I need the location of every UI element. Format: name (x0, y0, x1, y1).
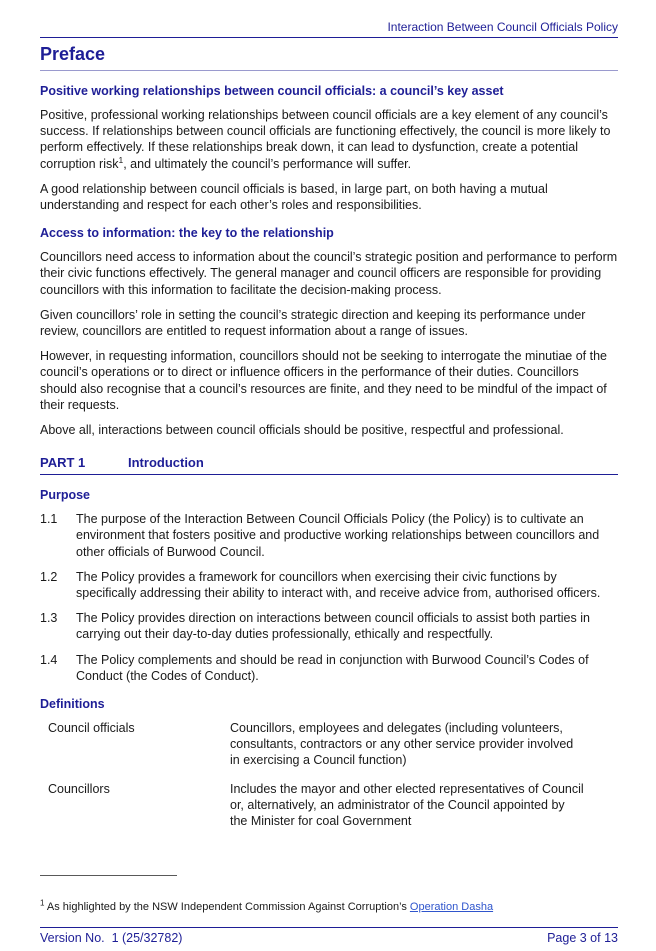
page-title: Preface (40, 42, 618, 71)
paragraph: Councillors need access to information about the council’s strategic position and performance to perform their civic functions effectively. The general manager and council officers are responsible for providing councillors with this information to facilitate the decision-making process. (40, 250, 618, 297)
definition-text: Councillors, employees and delegates (including volunteers, consultants, contractors or any other service provider involved in exercising a Council function) (230, 721, 574, 768)
paragraph: However, in requesting information, councillors should not be seeking to interrogate the minutiae of the council’s operations or to direct or influence officers in the performance of their duties. Councillors should also recognise that a council’s resources are finite, and they need to be mindful of the impact of their requests. (40, 349, 607, 412)
definition-term: Council officials (48, 721, 135, 736)
operation-dasha-link[interactable]: Operation Dasha (409, 901, 494, 913)
running-header (40, 20, 618, 38)
definitions-heading: Definitions (40, 697, 105, 712)
part1-title: Introduction (128, 455, 204, 471)
clause-text: The Policy provides direction on interactions between council officials to assist both parties in carrying out their day-to-day duties professionally, ethically and respectfully. (76, 611, 590, 642)
clause-number: 1.2 (40, 569, 58, 584)
clause-1-4 (40, 652, 618, 684)
purpose-heading: Purpose (40, 488, 91, 503)
section-heading-positive-relationships: Positive working relationships between council officials: a council’s key asset (40, 84, 504, 98)
paragraph: Above all, interactions between council officials should be positive, respectful and professional. (40, 423, 564, 438)
definition-text: Includes the mayor and other elected representatives of Council or, alternatively, an administrator of the Council appointed by the Minister for coal Government (230, 781, 584, 829)
footnote-text: As highlighted by the NSW Independent Commission Against Corruption’s (44, 901, 410, 913)
footer-page-number: Page 3 of 13 (547, 931, 618, 945)
footer-version: Version No. 1 (25/32782) (40, 931, 183, 945)
clause-number: 1.1 (40, 512, 58, 527)
clause-number: 1.3 (40, 611, 58, 626)
page-footer (40, 927, 618, 951)
clause-1-2 (40, 569, 618, 601)
header-doc-title: Interaction Between Council Officials Policy (387, 20, 618, 34)
footnote-marker: 1 (40, 898, 45, 908)
clause-text: The Policy provides a framework for councillors when exercising their civic functions by specifically addressing their ability to interact with, and receive advice from, authorised officers. (76, 569, 601, 601)
definition-term: Councillors (48, 781, 110, 796)
clause-text: The Policy complements and should be read in conjunction with Burwood Council’s Codes of Conduct (the Codes of Conduct). (76, 652, 589, 683)
definition-row-councillors (48, 781, 618, 830)
paragraph-text: , and ultimately the council’s performance will suffer. (123, 156, 412, 171)
footnote-reference: 1 (118, 154, 124, 165)
page-bottom (40, 875, 618, 951)
clause-number: 1.4 (40, 652, 58, 667)
section-heading-access-to-information: Access to information: the key to the relationship (40, 226, 334, 241)
footnote (40, 900, 618, 914)
clause-1-3 (40, 610, 618, 642)
clause-text: The purpose of the Interaction Between Council Officials Policy (the Policy) is to cultivate an environment that fosters positive and productive working relationships between councillors and other officials of Burwood Council. (76, 512, 600, 559)
footnote-separator (40, 875, 177, 876)
definition-row-council-officials (48, 720, 618, 769)
paragraph: A good relationship between council officials is based, in large part, on both having a mutual understanding and respect for each other’s roles and responsibilities. (40, 181, 548, 213)
part1-label: PART 1 (40, 455, 86, 471)
clause-1-1 (40, 511, 618, 560)
paragraph-text: Positive, professional working relationships between council officials are a key element of any council’s success. If relationships between council officials are functioning effectively, the council is more likely to perform effectively. If these relationships break down, it can lead to dysfunction, create a potential corruption risk (40, 108, 611, 171)
paragraph (40, 107, 618, 172)
part1-heading (40, 455, 618, 475)
paragraph: Given councillors’ role in setting the council’s strategic direction and keeping its performance under review, councillors are entitled to request information about a range of issues. (40, 307, 586, 339)
